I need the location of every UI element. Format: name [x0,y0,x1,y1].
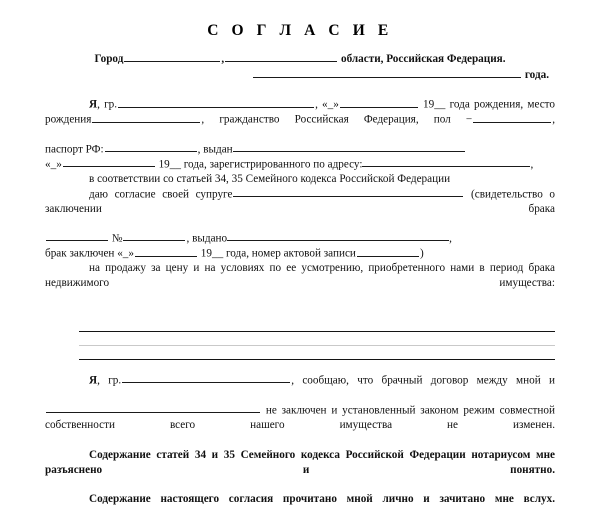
issued-label: , выдан [197,143,233,156]
passport-number-blank[interactable] [105,142,197,153]
paragraph-passport [45,142,555,157]
marriage-year-label: 19__ года, номер актовой записи [200,247,356,260]
paragraph-legal-basis: в соответствии со статьей 34, 35 Семейного кодекса Российской Федерации [89,173,451,186]
certificate-issuer-blank[interactable] [227,231,449,242]
act-record-number-blank[interactable] [357,246,419,257]
birth-quote-label: , «_» [315,98,339,111]
marital-contract-block [45,373,555,447]
city-label: Город [94,53,124,65]
paragraph-person-details [45,97,555,142]
page-title: С О Г Л А С И Е [207,22,393,39]
paragraph-articles-explained: Содержание статей 34 и 35 Семейного кодекса Российской Федерации нотариусом мне разъяснено и понятно. [45,448,555,476]
consent-label: даю согласие своей супруге [89,188,233,201]
passport-issuer-blank[interactable] [233,142,465,153]
pronoun-ya-1: Я [89,98,98,111]
comma-3: , [449,232,452,245]
number-sign-label: № [111,232,123,245]
marriage-concluded-label: брак заключен «_» [45,247,134,260]
issue-quote-label: «_» [45,158,62,171]
paragraph-certificate-details [45,231,555,246]
registration-address-blank[interactable] [362,157,530,168]
property-write-line-2[interactable] [79,332,555,346]
paragraph-sale-terms: на продажу за цену и на условиях по ее усмотрению, приобретенного нами в период брака недвижимого имущества: [45,262,555,289]
pronoun-ya-2: Я [89,374,98,387]
certificate-series-blank[interactable] [46,231,108,242]
registration-label: 19__ года, зарегистрированного по адресу: [158,158,363,171]
paragraph-marital-contract [45,373,555,403]
header-date-line [45,67,555,83]
issued-by-label: , выдано [186,232,228,245]
header-city-line: Город , области, Российская Федерация. [94,53,506,65]
region-suffix-label: области, Российская Федерация. [340,53,506,65]
paragraph-marriage-date [45,246,555,261]
birthplace-blank[interactable] [92,112,200,123]
marriage-certificate-label: (свидетельство о заключении брака [45,188,556,215]
paragraph-read-aloud: Содержание настоящего согласия прочитано мной лично и зачитано мне вслух. [89,492,555,505]
date-suffix-label: года. [524,69,549,81]
comma-2: , [530,158,534,171]
paragraph-contract-continued [45,403,555,447]
marriage-month-blank[interactable] [135,246,197,257]
property-write-line-3[interactable] [79,346,555,360]
document-body [45,97,555,305]
grazhdanin-label-1: , гр. [97,98,118,111]
birth-month-blank[interactable] [340,97,418,108]
issue-month-blank[interactable] [63,157,155,168]
fullname-blank-2[interactable] [122,373,290,384]
region-blank[interactable] [225,51,337,62]
document-header [45,51,555,83]
gender-blank[interactable] [473,112,551,123]
passport-label: паспорт РФ: [45,143,104,156]
paren-close-label: ) [419,247,424,260]
not-concluded-label: не заключен и установленный законом режим совместной собственности всего нашего имущества не изменен. [45,404,555,431]
date-blank[interactable] [253,67,521,78]
grazhdanin-label-2: , гр. [97,374,122,387]
paragraph-consent-spouse [45,187,555,231]
citizenship-label: , гражданство Российская Федерация, пол − [201,113,473,126]
closing-statements [45,448,555,521]
comma-1: , [552,113,555,126]
paragraph-registration [45,157,555,172]
spouse-name-blank[interactable] [233,187,463,198]
property-write-line-1[interactable] [79,318,555,332]
city-blank[interactable] [124,51,220,62]
contract-label: , сообщаю, что брачный договор между мной и [291,374,555,387]
spouse-name-blank-2[interactable] [46,403,260,414]
certificate-number-blank[interactable] [123,231,185,242]
fullname-blank-1[interactable] [118,97,314,108]
birth-year-label: 19__ года рождения, место рождения [45,98,556,126]
property-description-area[interactable] [79,318,555,360]
